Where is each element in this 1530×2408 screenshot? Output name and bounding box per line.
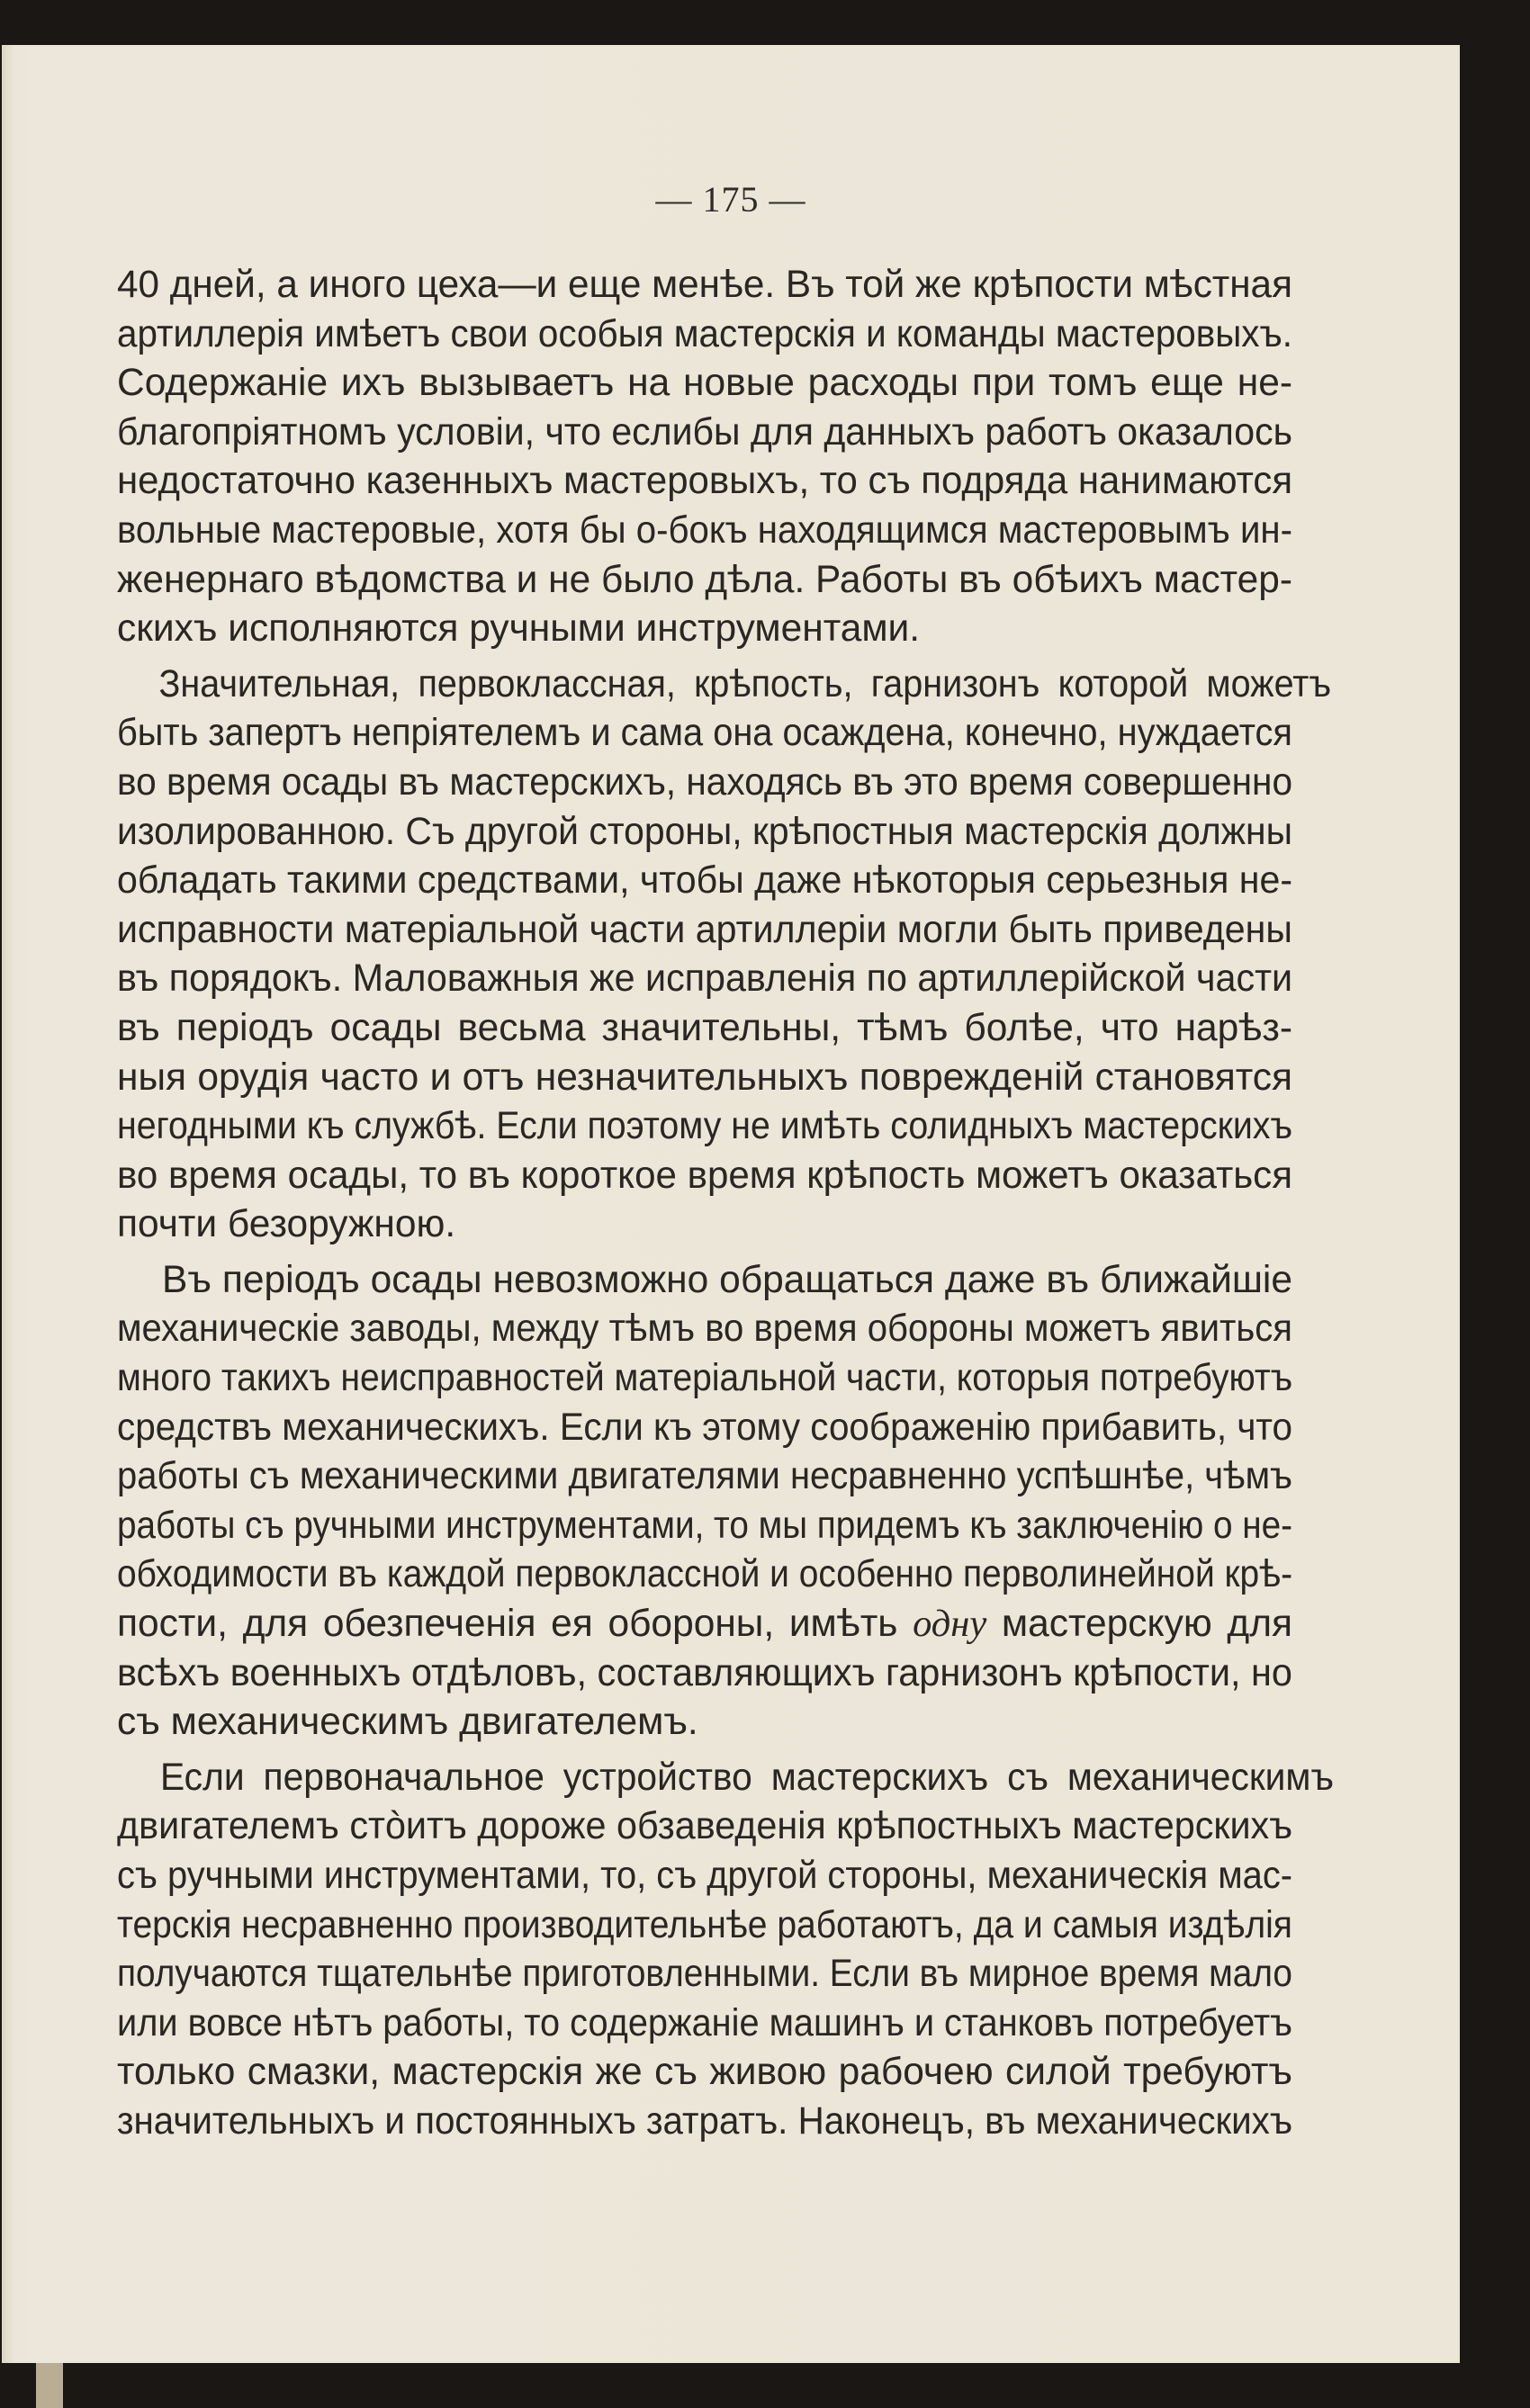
text-line: обладать такими средствами, чтобы даже нѣкоторыя серьезныя не-	[117, 859, 1293, 903]
text-line: во время осады въ мастерскихъ, находясь въ это время совершенно	[117, 760, 1293, 804]
text-line: значительныхъ и постоянныхъ затратъ. Наконецъ, въ механическихъ	[117, 2099, 1293, 2143]
line-tail: мастерскую для	[1001, 1603, 1293, 1646]
text-line: терскія несравненно производительнѣе работаютъ, да и самыя издѣлія	[117, 1903, 1292, 1946]
text-line: средствъ механическихъ. Если къ этому соображенію прибавить, что	[117, 1406, 1292, 1449]
text-line: недостаточно казенныхъ мастеровыхъ, то съ подряда нанимаются	[117, 460, 1293, 503]
text-line: съ ручными инструментами, то, съ другой стороны, механическія мас-	[117, 1855, 1293, 1897]
text-line: негодными къ службѣ. Если поэтому не имѣть солидныхъ мастерскихъ	[117, 1105, 1293, 1148]
text-line: почти безоружною.	[117, 1203, 456, 1246]
line-head: пости, для обезпеченія ея обороны, имѣть	[117, 1603, 898, 1646]
body-text	[117, 261, 1334, 2147]
text-line: много такихъ неисправностей матеріальной части, которыя потребуютъ	[117, 1357, 1293, 1400]
emphasized-word: одну	[913, 1603, 987, 1646]
text-line: обходимости въ каждой первоклассной и особенно перволинейной крѣ-	[117, 1553, 1293, 1596]
text-line: быть запертъ непріятелемъ и сама она осаждена, конечно, нуждается	[117, 712, 1292, 755]
text-line: Содержаніе ихъ вызываетъ на новые расходы при томъ еще не-	[117, 362, 1292, 405]
text-line: женернаго вѣдомства и не было дѣла. Работы въ обѣихъ мастер-	[117, 558, 1292, 601]
text-line: скихъ исполняются ручными инструментами.	[117, 607, 921, 651]
text-line: въ періодъ осады весьма значительны, тѣмъ болѣе, что нарѣз-	[117, 1006, 1292, 1049]
text-line: артиллерія имѣетъ свои особыя мастерскія и команды мастеровыхъ.	[117, 312, 1292, 355]
text-line: только смазки, мастерскія же съ живою рабочею силой требуютъ	[117, 2051, 1292, 2094]
text-line: благопріятномъ условіи, что еслибы для данныхъ работъ оказалось	[117, 410, 1292, 454]
text-line: во время осады, то въ короткое время крѣпость можетъ оказаться	[117, 1154, 1293, 1197]
text-line: Въ періодъ осады невозможно обращаться даже въ ближайшіе	[162, 1258, 1292, 1301]
text-line: изолированною. Съ другой стороны, крѣпостныя мастерскія должны	[117, 810, 1292, 853]
text-line: съ механическимъ двигателемъ.	[117, 1701, 698, 1744]
paragraph	[117, 1754, 1334, 2147]
paragraph	[117, 660, 1332, 1250]
text-line: работы съ механическими двигателями несравненно успѣшнѣе, чѣмъ	[117, 1455, 1293, 1498]
text-line: Если первоначальное устройство мастерскихъ съ механическимъ	[159, 1756, 1334, 1799]
text-line: двигателемъ стòитъ дороже обзаведенія крѣпостныхъ мастерскихъ	[117, 1805, 1293, 1848]
text-line: ныя орудія часто и отъ незначительныхъ поврежденій становятся	[117, 1056, 1292, 1099]
text-line: работы съ ручными инструментами, то мы придемъ къ заключенію о не-	[117, 1504, 1293, 1547]
text-line: всѣхъ военныхъ отдѣловъ, составляющихъ гарнизонъ крѣпости, но	[117, 1651, 1292, 1694]
text-line: въ порядокъ. Маловажныя же исправленія по артиллерійской части	[117, 957, 1293, 1001]
text-line	[117, 1600, 1292, 1649]
text-line: или вовсе нѣтъ работы, то содержаніе машинъ и станковъ потребуетъ	[117, 2001, 1292, 2044]
paragraph	[117, 1256, 1292, 1748]
text-line: механическіе заводы, между тѣмъ во время обороны можетъ явиться	[117, 1307, 1292, 1351]
text-line: получаются тщательнѣе приготовленными. Если въ мирное время мало	[117, 1953, 1292, 1996]
text-line: исправности матеріальной части артиллеріи могли быть приведены	[117, 908, 1292, 951]
paragraph	[117, 261, 1292, 654]
book-page	[2, 45, 1460, 2363]
page-tab-marker	[36, 2363, 63, 2408]
text-line: вольные мастеровые, хотя бы о-бокъ находящимся мастеровымъ ин-	[117, 508, 1292, 552]
text-line: 40 дней, а иного цеха—и еще менѣе. Въ той же крѣпости мѣстная	[117, 264, 1292, 306]
text-line: Значительная, первоклассная, крѣпость, гарнизонъ которой можетъ	[158, 662, 1332, 705]
page-number: — 175 —	[655, 179, 806, 220]
